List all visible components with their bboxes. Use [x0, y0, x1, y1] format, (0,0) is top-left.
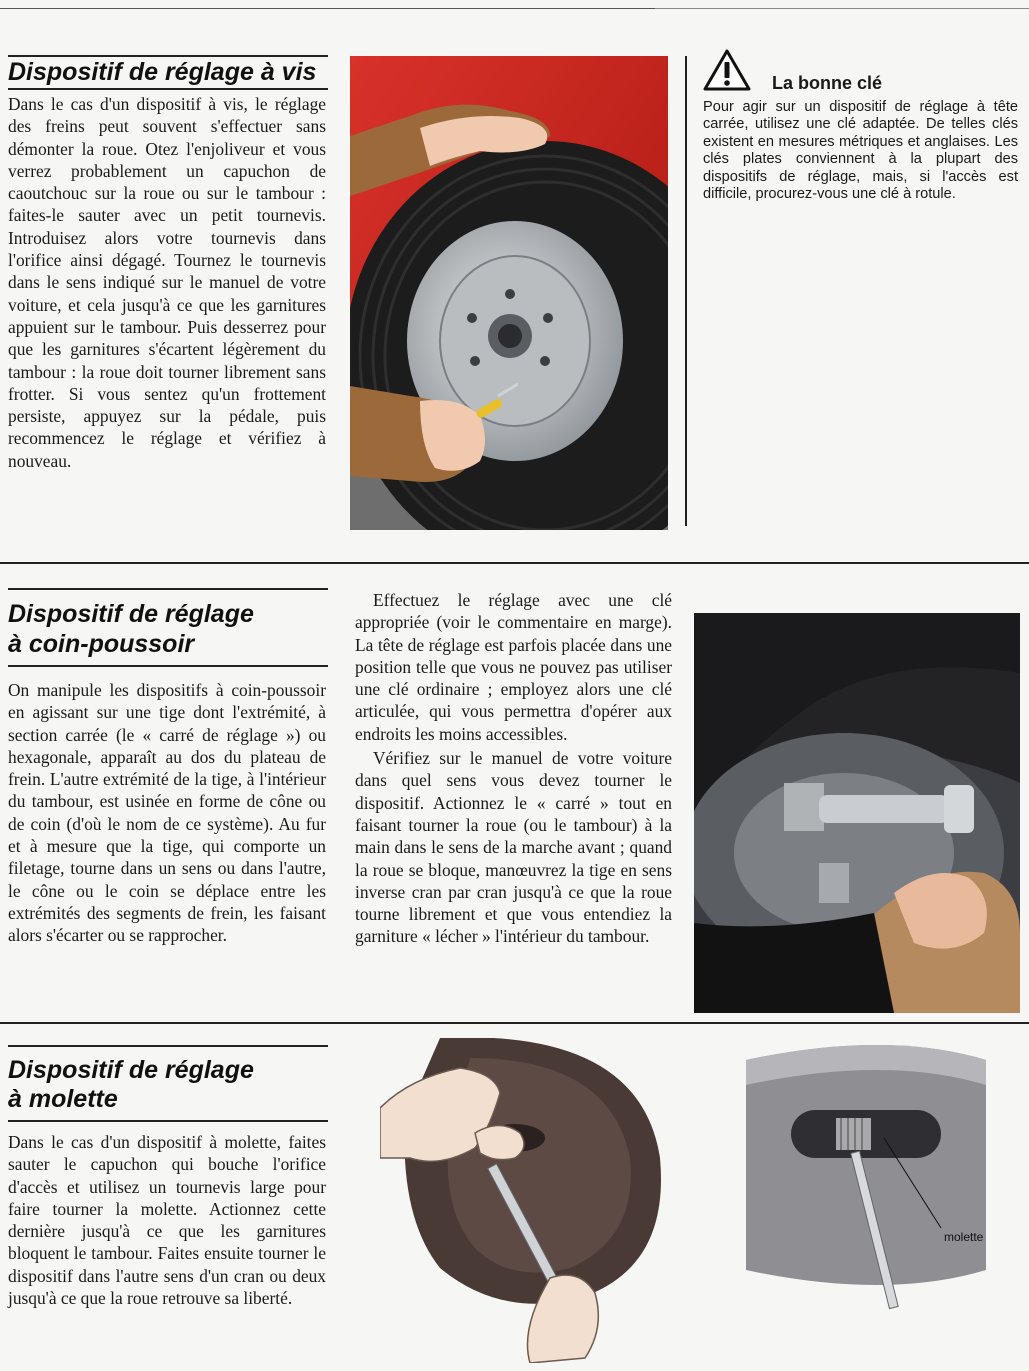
- section3-title-underline: [8, 1120, 328, 1122]
- warning-triangle-icon: [702, 48, 752, 92]
- section2-title-underline: [8, 665, 328, 667]
- section3-body: Dans le cas d'un dispositif à molette, faites sauter le capuchon qui bouche l'orifice d'accès et utilisez un tournevis large pour faire tourner la molette. Actionnez cette dernière jusqu'à ce que les garnitures bloquent le tambour. Faites ensuite tourner le dispositif dans l'autre sens d'un cran ou deux jusqu'à ce que la roue retrouve sa liberté.: [8, 1132, 326, 1309]
- section2-title-rule: [8, 588, 328, 590]
- ratchet-adjust-photo: [694, 613, 1020, 1013]
- section1-body: Dans le cas d'un dispositif à vis, le réglage des freins peut souvent s'effectuer sans démonter la roue. Otez l'enjoliveur et vous verrez probablement un capuchon de caoutchouc sur la roue ou sur le tambour : faites-le sauter avec un petit tournevis. Introduisez alors votre tournevis dans l'orifice ainsi dégagé. Tournez le tournevis dans le sens indiqué sur le manuel de votre voiture, et cela jusqu'à ce que les garnitures appuient sur le tambour. Puis desserrez pour que les garnitures s'écartent légèrement du tambour : la roue doit tourner librement sans frotter. Si vous sentez qu'un frottement persiste, appuyez sur la pédale, puis recommencez le réglage et vérifiez à nouveau.: [8, 94, 326, 471]
- section1-column-divider: [685, 56, 687, 526]
- section2-col2-paragraph2: Vérifiez sur le manuel de votre voiture dans quel sens vous devez tourner le dispositif. Actionnez le « carré » tout en faisant tourner la roue (ou le tambour) à la main dans le sens de la marche avant ; quand la roue se bloque, manœuvrez la tige en sens inverse cran par cran jusqu'à ce que la roue tourne librement et que vous entendiez la garniture « lécher » l'intérieur du tambour.: [355, 748, 672, 947]
- section2-title-line2: à coin-poussoir: [8, 630, 195, 658]
- section-separator-2: [0, 1022, 1029, 1024]
- molette-slot-illustration: [736, 1040, 1026, 1330]
- section3-title-line1: Dispositif de réglage: [8, 1056, 254, 1084]
- sidebar-title: La bonne clé: [772, 73, 883, 93]
- section2-col2-paragraph1: Effectuez le réglage avec une clé appropriée (voir le commentaire en marge). La tête de réglage est parfois placée dans une position telle que vous ne pouvez pas utiliser une clé ordinaire ; employez alors une clé articulée, qui vous permettra d'opérer aux endroits les moins accessibles.: [355, 590, 672, 744]
- section3-title-line2: à molette: [8, 1085, 118, 1113]
- section3-title-rule: [8, 1045, 328, 1047]
- section1-title-underline: [8, 88, 328, 90]
- top-right-rule: [655, 8, 1029, 9]
- section-separator-1: [0, 562, 1029, 564]
- section2-body: On manipule les dispositifs à coin-poussoir en agissant sur une tige dont l'extrémité, à section carrée (le « carré de réglage ») ou hexagonale, apparaît au dos du plateau de frein. L'autre extrémité de la tige, à l'intérieur du tambour, est usinée en forme de cône ou de coin (d'où le nom de ce système). Au fur et à mesure que la tige, qui comporte un filetage, tourne dans un sens ou dans l'autre, le cône ou le coin se déplace entre les extrémités des segments de frein, les faisant alors s'écarter ou se rapprocher.: [8, 680, 326, 946]
- sidebar-body: Pour agir sur un dispositif de réglage à tête carrée, utilisez une clé adaptée. De telles clés existent en mesures métriques et anglaises. Les clés plates conviennent à la plupart des dispositifs de réglage, mais, si l'accès est difficile, procurez-vous une clé à rotule.: [703, 99, 1018, 203]
- section1-title-rule: [8, 55, 328, 57]
- molette-callout-label: molette: [944, 1230, 984, 1244]
- ratchet-illustration: [694, 613, 1020, 1013]
- screwdriver-drum-illustration: [380, 1038, 680, 1363]
- wheel-adjust-photo: [350, 56, 668, 530]
- section2-column2: [355, 589, 672, 948]
- top-rule: [0, 8, 655, 9]
- section1-title: Dispositif de réglage à vis: [8, 58, 317, 86]
- wheel-illustration: [350, 56, 668, 530]
- section2-title-line1: Dispositif de réglage: [8, 600, 254, 628]
